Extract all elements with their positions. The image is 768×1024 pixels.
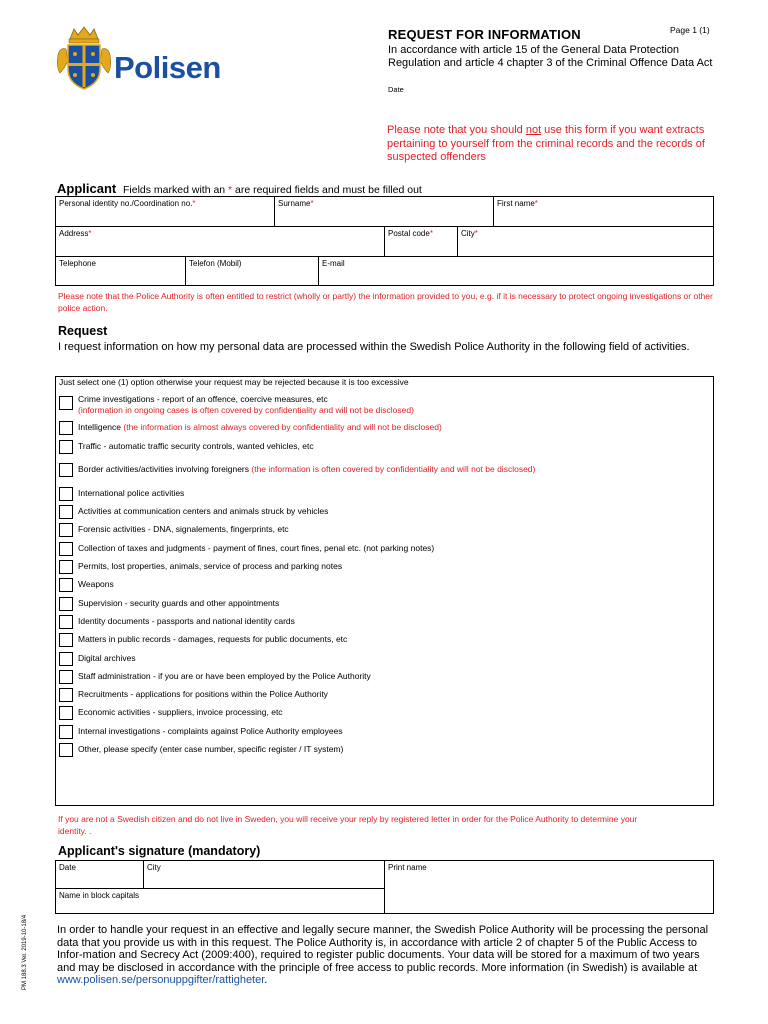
activity-options: Just select one (1) option otherwise your request may be rejected because it is too excessive Crime investigations - report of an offence, coercive measures, etc (information in ongoing cases is often covered by confidentiality and will not be disclosed) Intelligence (the information is almost always covered by confidentiality and will not be disclosed) Traffic - automatic traffic security controls, wanted vehicles, etc Border activities/activities involving foreigners (the information is often covered by confidentiality and will not be disclosed) International police activities Activities at communication centers and animals struck by vehicles Forensic activities - DNA, signalements, fingerprints, etc Collection of taxes and judgments - payment of fines, court fines, penal etc. (not parking notes) Permits, lost properties, animals, service of process and parking notes Weapons Supervision - security guards and other appointments Identity documents - passports and national identity cards Matters in public records - damages, requests for public documents, etc Digital archives Staff administration - if you are or have been employed by the Police Authority Recruitments - applications for positions within the Police Authority Economic activities - suppliers, invoice processing, etc Internal investigations - complaints against Police Authority employees Other, please specify (enter case number, specific register / IT system)	[55, 376, 714, 806]
option-crime-investigations: Crime investigations - report of an offence, coercive measures, etc (information in ongoing cases is often covered by confidentiality and will not be disclosed)	[59, 394, 709, 418]
signature-form	[55, 860, 714, 914]
applicant-heading: Applicant	[57, 181, 117, 196]
non-citizen-warning: If you are not a Swedish citizen and do not live in Sweden, you will receive your reply by registered letter in order for the Police Authority to determine your identity. .	[58, 814, 638, 836]
criminal-records-notice: Please note that you should not use this form if you want extracts pertaining to yourself from the criminal records and the records of suspected offenders	[387, 124, 705, 163]
document-subtitle: In accordance with article 15 of the General Data Protection Regulation and article 4 chapter 3 of the Criminal Offence Data Act	[388, 44, 713, 69]
surname-field[interactable]: Surname*	[275, 197, 494, 227]
city-field[interactable]: City*	[458, 227, 713, 257]
checkbox[interactable]	[59, 652, 73, 666]
checkbox[interactable]	[59, 542, 73, 556]
checkbox[interactable]	[59, 743, 73, 757]
telephone-field[interactable]: Telephone	[56, 257, 186, 285]
signature-date-field[interactable]: Date	[56, 861, 144, 889]
checkbox[interactable]	[59, 440, 73, 454]
checkbox[interactable]	[59, 463, 73, 477]
data-processing-notice: In order to handle your request in an effective and legally secure manner, the Swedish Police Authority will be processing the personal data that you provide us with in this request. The Police Authority is, in accordance with article 2 of chapter 5 of the Public Access to Infor-mation and Secrecy Act (2009:400), required to register public documents. Your data will be stored for a maximum of two years and may be disclosed in accordance with the principle of free access to public records. More information (in Swedish) is available at www.polisen.se/personuppgifter/rattigheter.	[57, 924, 709, 986]
rights-link[interactable]: www.polisen.se/personuppgifter/rattigheter	[57, 974, 265, 986]
personal-id-field[interactable]: Personal identity no./Coordination no.*	[56, 197, 275, 227]
applicant-form	[55, 196, 714, 286]
police-crest-icon	[56, 25, 112, 97]
signature-heading: Applicant's signature (mandatory)	[58, 844, 261, 858]
signature-city-field[interactable]: City	[144, 861, 385, 889]
checkbox[interactable]	[59, 633, 73, 647]
checkbox[interactable]	[59, 505, 73, 519]
first-name-field[interactable]: First name*	[494, 197, 713, 227]
checkbox[interactable]	[59, 487, 73, 501]
email-field[interactable]: E-mail	[322, 259, 345, 268]
checkbox[interactable]	[59, 725, 73, 739]
block-capitals-field[interactable]: Name in block capitals	[56, 889, 385, 913]
checkbox[interactable]	[59, 560, 73, 574]
date-label: Date	[388, 85, 404, 94]
print-name-field[interactable]: Print name	[388, 863, 427, 872]
checkbox[interactable]	[59, 421, 73, 435]
request-heading: Request	[58, 324, 108, 338]
postal-code-field[interactable]: Postal code*	[385, 227, 458, 257]
restriction-warning: Please note that the Police Authority is often entitled to restrict (wholly or partly) the information provided to you, e.g. if it is necessary to protect ongoing investigations or other police action.	[58, 291, 713, 313]
mobile-field[interactable]: Telefon (Mobil)	[186, 257, 319, 285]
logo-text: Polisen	[114, 50, 221, 85]
document-title: REQUEST FOR INFORMATION	[388, 27, 581, 42]
select-one-note: Just select one (1) option otherwise your request may be rejected because it is too excessive	[59, 377, 409, 387]
checkbox[interactable]	[59, 396, 73, 410]
request-text: I request information on how my personal data are processed within the Swedish Police Authority in the following field of activities.	[58, 341, 690, 353]
checkbox[interactable]	[59, 670, 73, 684]
form-code: PM 188.3 Ver. 2019-10-18/4	[22, 914, 28, 990]
checkbox[interactable]	[59, 578, 73, 592]
checkbox[interactable]	[59, 597, 73, 611]
address-field[interactable]: Address*	[56, 227, 385, 257]
checkbox[interactable]	[59, 523, 73, 537]
page-number: Page 1 (1)	[670, 25, 710, 35]
required-fields-note: Fields marked with an * are required fields and must be filled out	[123, 184, 422, 196]
checkbox[interactable]	[59, 615, 73, 629]
checkbox[interactable]	[59, 688, 73, 702]
checkbox[interactable]	[59, 706, 73, 720]
